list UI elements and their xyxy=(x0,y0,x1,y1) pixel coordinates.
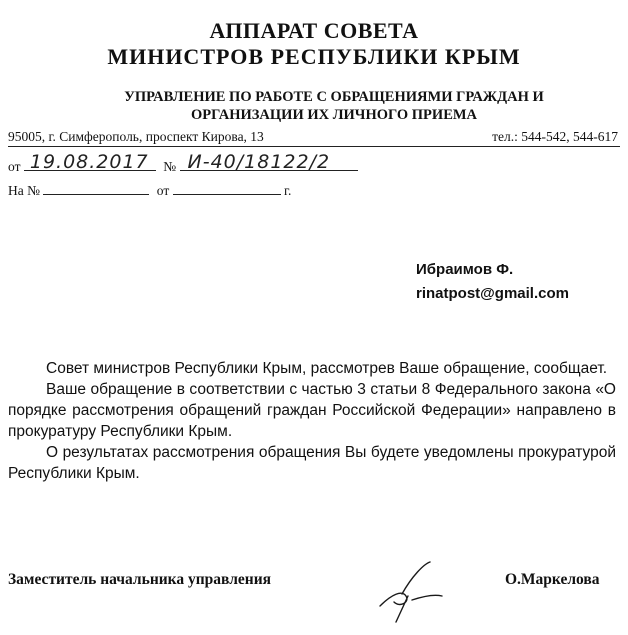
ref-number-field xyxy=(43,180,149,195)
from-label: от xyxy=(8,159,21,174)
body-paragraph-1: Совет министров Республики Крым, рассмотрев Ваше обращение, сообщает. xyxy=(46,360,608,377)
address: 95005, г. Симферополь, проспект Кирова, 13 xyxy=(8,129,264,144)
number-field xyxy=(180,151,358,173)
handwritten-number: И-40/18122/2 xyxy=(187,151,331,173)
letter-body xyxy=(8,358,616,484)
ref-label: На № xyxy=(8,183,40,198)
ref-suffix: г. xyxy=(283,183,292,198)
department-line1: УПРАВЛЕНИЕ ПО РАБОТЕ С ОБРАЩЕНИЯМИ ГРАЖДАН И xyxy=(124,89,544,105)
signatory-position: Заместитель начальника управления xyxy=(8,571,272,588)
recipient-name: Ибраимов Ф. xyxy=(416,261,514,278)
registration-line xyxy=(8,151,358,175)
ref-from-label: от xyxy=(156,183,170,198)
phone-numbers: тел.: 544-542, 544-617 xyxy=(492,129,618,144)
handwritten-date: 19.08.2017 xyxy=(29,151,149,173)
organization-title-line1: АППАРАТ СОВЕТА xyxy=(209,18,419,43)
handwritten-signature xyxy=(372,556,462,626)
department-line2: ОРГАНИЗАЦИИ ИХ ЛИЧНОГО ПРИЕМА xyxy=(190,107,478,123)
recipient-block xyxy=(416,258,569,306)
signatory-name: О.Маркелова xyxy=(505,571,600,588)
department-name xyxy=(40,88,628,124)
recipient-email: rinatpost@gmail.com xyxy=(416,285,569,302)
ref-date-field xyxy=(173,180,281,195)
reference-line xyxy=(8,180,291,199)
date-field xyxy=(24,151,156,173)
organization-title-line2: МИНИСТРОВ РЕСПУБЛИКИ КРЫМ xyxy=(107,44,521,69)
header-divider xyxy=(8,146,620,147)
number-label: № xyxy=(163,159,177,174)
body-paragraph-2: Ваше обращение в соответствии с частью 3 статьи 8 Федерального закона «О порядке рассмотрения обращений граждан Российской Федерации» направлено в прокуратуру Республики Крым. xyxy=(8,381,616,440)
body-paragraph-3: О результатах рассмотрения обращения Вы будете уведомлены прокуратурой Республики Крым. xyxy=(8,444,616,482)
